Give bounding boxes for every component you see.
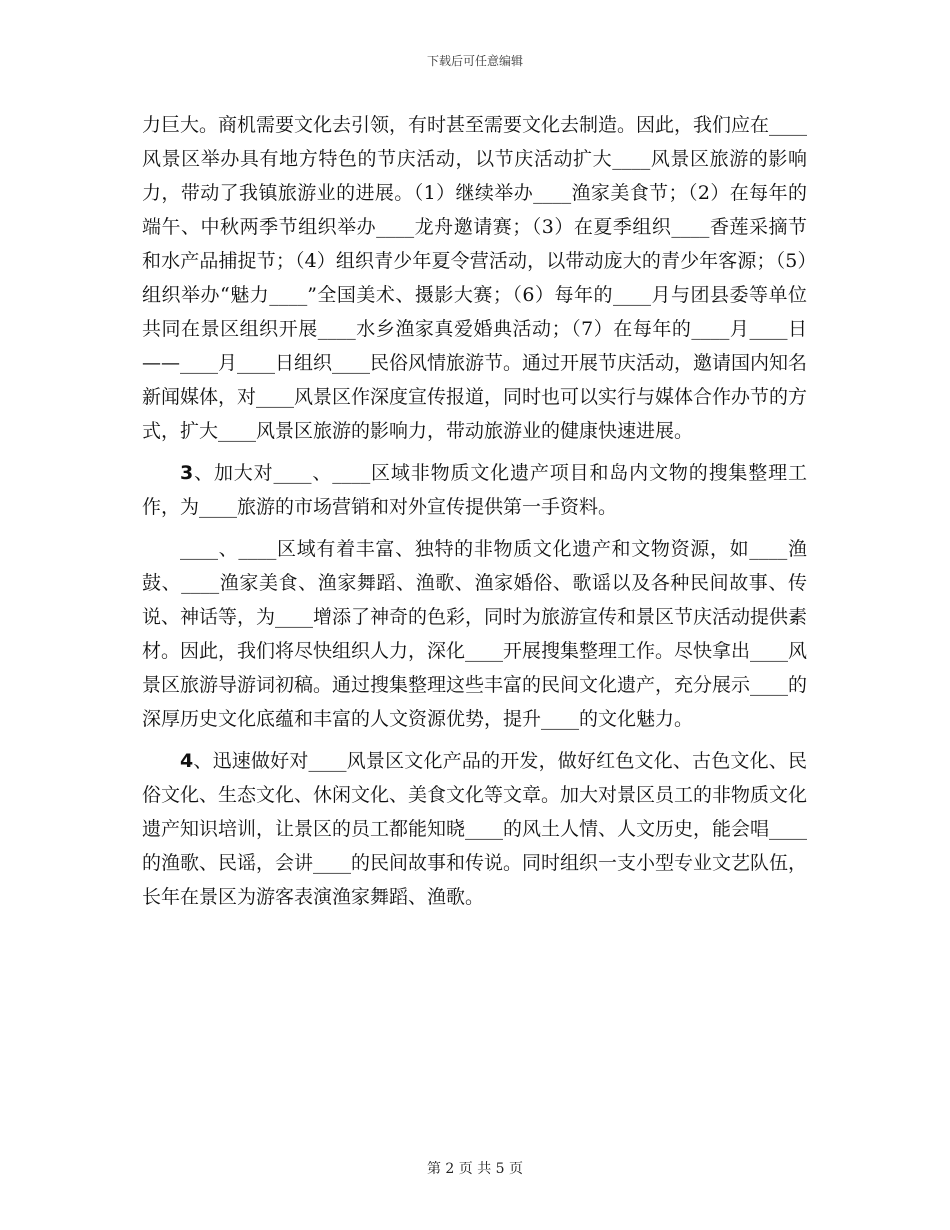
item-text: 、迅速做好对____风景区文化产品的开发，做好红色文化、古色文化、民俗文化、生态文化、休闲文化、美食文化等文章。加大对景区员工的非物质文化遗产知识培训，让景区的员工都能知晓____的风土人情、人文历史，能会唱____的渔歌、民谣，会讲____的民间故事和传说。同时组织一支小型专业文艺队伍，长年在景区为游客表演渔家舞蹈、渔歌。 <box>142 750 808 908</box>
item-number: 3 <box>180 462 194 484</box>
paragraph-continuation: 力巨大。商机需要文化去引领，有时甚至需要文化去制造。因此，我们应在____风景区举办具有地方特色的节庆活动，以节庆活动扩大____风景区旅游的影响力，带动了我镇旅游业的进展。（1）继续举办____渔家美食节；（2）在每年的端午、中秋两季节组织举办____龙舟邀请赛；（3）在夏季组织____香莲采摘节和水产品捕捉节；（4）组织青少年夏令营活动，以带动庞大的青少年客源；（5）组织举办“魅力____”全国美术、摄影大赛；（6）每年的____月与团县委等单位共同在景区组织开展____水乡渔家真爱婚典活动；（7）在每年的____月____日——____月____日组织____民俗风情旅游节。通过开展节庆活动，邀请国内知名新闻媒体，对____风景区作深度宣传报道，同时也可以实行与媒体合作办节的方式，扩大____风景区旅游的影响力，带动旅游业的健康快速进展。 <box>142 114 808 442</box>
document-body <box>142 108 807 922</box>
page-footer: 第 2 页 共 5 页 <box>426 1161 524 1177</box>
item-number: 4 <box>180 750 194 772</box>
paragraph-item-4 <box>142 744 807 914</box>
paragraph-heritage: ____、____区域有着丰富、独特的非物质文化遗产和文物资源，如____渔鼓、____渔家美食、渔家舞蹈、渔歌、渔家婚俗、歌谣以及各种民间故事、传说、神话等，为____增添了神奇的色彩，同时为旅游宣传和景区节庆活动提供素材。因此，我们将尽快组织人力，深化____开展搜集整理工作。尽快拿出____风景区旅游导游词初稿。通过搜集整理这些丰富的民间文化遗产，充分展示____的深厚历史文化底蕴和丰富的人文资源优势，提升____的文化魅力。 <box>142 538 808 730</box>
paragraph-item-3 <box>142 456 807 524</box>
item-text: 、加大对____、____区域非物质文化遗产项目和岛内文物的搜集整理工作，为____旅游的市场营销和对外宣传提供第一手资料。 <box>142 462 807 518</box>
page-header: 下载后可任意编辑 <box>426 54 523 68</box>
